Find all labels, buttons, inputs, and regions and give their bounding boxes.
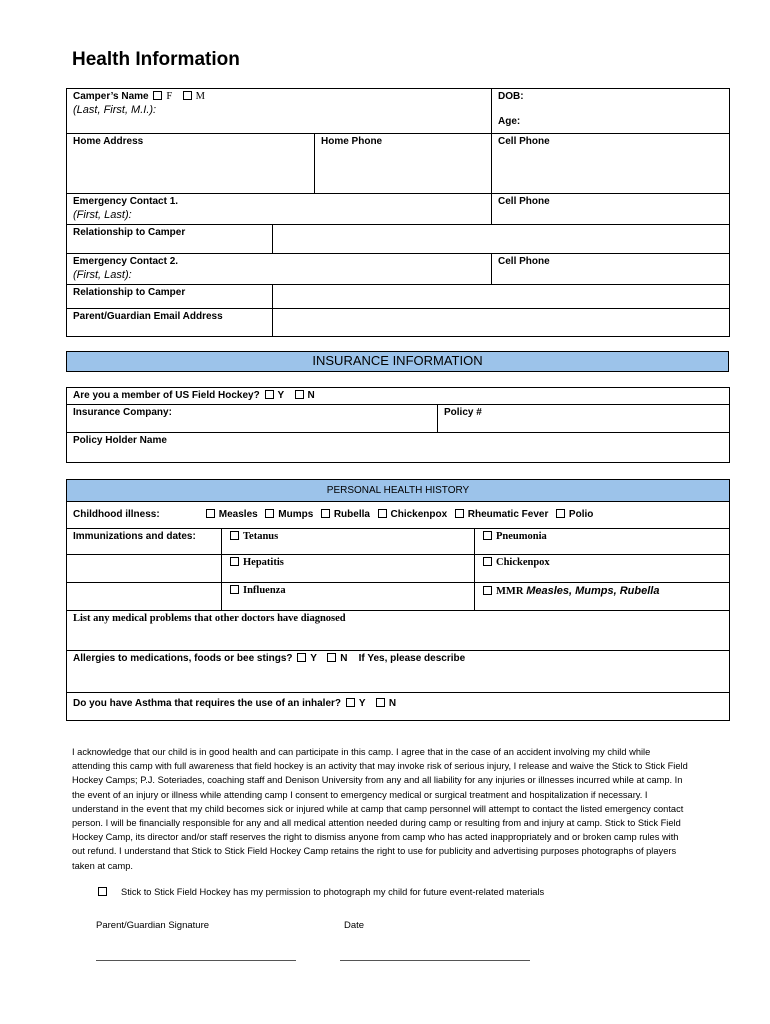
pneumonia-checkbox[interactable] <box>483 531 492 540</box>
cell-phone-label: Cell Phone <box>498 256 550 267</box>
influenza-label: Influenza <box>243 585 286 596</box>
mmr-note: Measles, Mumps, Rubella <box>526 585 660 597</box>
gender-m-label: M <box>195 91 205 102</box>
rubella-label: Rubella <box>333 509 370 520</box>
measles-label: Measles <box>218 509 258 520</box>
usfh-no-label: N <box>307 390 315 401</box>
pneumonia-label: Pneumonia <box>496 531 547 542</box>
allergies-field[interactable] <box>67 651 730 693</box>
polio-label: Polio <box>568 509 594 520</box>
policy-holder-field[interactable] <box>67 433 730 463</box>
insurance-banner: INSURANCE INFORMATION <box>66 351 729 372</box>
relationship-2-input[interactable] <box>273 285 730 309</box>
name-hint: (Last, First, M.I.): <box>73 103 157 116</box>
health-history-table <box>66 479 730 721</box>
asthma-field[interactable] <box>67 693 730 721</box>
first-last-hint: (First, Last): <box>73 208 132 221</box>
emergency-contact-1-field[interactable] <box>67 194 492 225</box>
immunizations-label: Immunizations and dates: <box>73 531 196 542</box>
relationship-1-input[interactable] <box>273 225 730 254</box>
immunizations-empty-cell <box>67 555 222 583</box>
home-address-label: Home Address <box>73 136 144 147</box>
usfh-membership-row <box>67 388 730 405</box>
tetanus-cell[interactable] <box>222 529 475 555</box>
allergies-no-checkbox[interactable] <box>327 653 336 662</box>
chickenpox-illness-checkbox[interactable] <box>378 509 387 518</box>
mmr-cell[interactable] <box>475 583 730 611</box>
relationship-2-label-cell <box>67 285 273 309</box>
rubella-checkbox[interactable] <box>321 509 330 518</box>
pneumonia-cell[interactable] <box>475 529 730 555</box>
email-label: Parent/Guardian Email Address <box>73 311 223 322</box>
cell-phone-field[interactable] <box>492 134 730 194</box>
usfh-no-checkbox[interactable] <box>295 390 304 399</box>
emergency-contact-2-field[interactable] <box>67 254 492 285</box>
chickenpox-illness-label: Chickenpox <box>390 509 448 520</box>
childhood-illness-label: Childhood illness: <box>73 509 160 520</box>
signature-line[interactable] <box>96 960 296 961</box>
hepatitis-checkbox[interactable] <box>230 557 239 566</box>
immunizations-label-cell <box>67 529 222 555</box>
gender-f-checkbox[interactable] <box>153 91 162 100</box>
relationship-label: Relationship to Camper <box>73 287 186 298</box>
policy-number-label: Policy # <box>444 407 482 418</box>
asthma-yes-label: Y <box>358 698 366 709</box>
mumps-checkbox[interactable] <box>265 509 274 518</box>
tetanus-label: Tetanus <box>243 531 279 542</box>
mmr-label: MMR <box>496 586 524 597</box>
insurance-company-label: Insurance Company: <box>73 407 172 418</box>
allergies-yes-label: Y <box>310 653 317 664</box>
medical-problems-field[interactable] <box>67 611 730 651</box>
emergency-contact-2-label: Emergency Contact 2. <box>73 256 179 267</box>
emergency-contact-1-label: Emergency Contact 1. <box>73 196 179 207</box>
relationship-1-label-cell <box>67 225 273 254</box>
insurance-table <box>66 387 730 463</box>
ec1-cell-phone-field[interactable] <box>492 194 730 225</box>
asthma-yes-checkbox[interactable] <box>346 698 355 707</box>
immunizations-empty-cell <box>67 583 222 611</box>
email-label-cell <box>67 309 273 337</box>
usfh-question: Are you a member of US Field Hockey? <box>73 390 260 401</box>
usfh-yes-label: Y <box>277 390 285 401</box>
hepatitis-cell[interactable] <box>222 555 475 583</box>
age-label: Age: <box>498 116 521 127</box>
allergies-if-yes: If Yes, please describe <box>358 653 466 664</box>
page-title: Health Information <box>72 49 240 70</box>
email-input[interactable] <box>273 309 730 337</box>
allergies-question: Allergies to medications, foods or bee stings? <box>73 653 293 664</box>
rheumatic-fever-checkbox[interactable] <box>455 509 464 518</box>
influenza-checkbox[interactable] <box>230 585 239 594</box>
tetanus-checkbox[interactable] <box>230 531 239 540</box>
policy-number-field[interactable] <box>438 405 730 433</box>
gender-f-label: F <box>166 91 173 102</box>
relationship-label: Relationship to Camper <box>73 227 186 238</box>
polio-checkbox[interactable] <box>556 509 565 518</box>
camper-info-table <box>66 88 730 337</box>
signature-label: Parent/Guardian Signature <box>96 920 210 931</box>
acknowledgement-text: I acknowledge that our child is in good health and can participate in this camp. I agree that in the case of an accident involving my child while attending this camp with full awareness that field hockey is an activity that may invoke risk of serious injury, I release and waive the Stick to Stick Field Hockey Camps; P.J. Soteriades, coaching staff and Denison University from any and all liability for any injuries or illnesses incurred while at camp. In the event of an injury or illness while attending camp I consent to emergency medical or surgical treatment and hospitalization if necessary. I understand in the event that my child becomes sick or injured while at camp that camp personnel will attempt to contact the listed emergency contact person. I will be financially responsible for any and all medical attention needed during camp or resulting from and injury at camp. Stick to Stick Field Hockey Camp, its director and/or staff reserves the right to dismiss anyone from camp who has acted inappropriately and or broken camp rules with out refund. I understand that Stick to Stick Field Hockey Camp retains the right to use for publicity and advertising purposes photographs of players taken at camp. <box>72 747 688 871</box>
hepatitis-label: Hepatitis <box>243 557 284 568</box>
health-history-banner: PERSONAL HEALTH HISTORY <box>67 480 730 502</box>
photo-permission-checkbox[interactable] <box>98 887 107 896</box>
date-line[interactable] <box>340 960 530 961</box>
gender-m-checkbox[interactable] <box>183 91 192 100</box>
influenza-cell[interactable] <box>222 583 475 611</box>
insurance-company-field[interactable] <box>67 405 438 433</box>
measles-checkbox[interactable] <box>206 509 215 518</box>
allergies-yes-checkbox[interactable] <box>297 653 306 662</box>
chickenpox-imm-label: Chickenpox <box>496 557 550 568</box>
chickenpox-imm-checkbox[interactable] <box>483 557 492 566</box>
first-last-hint: (First, Last): <box>73 268 132 281</box>
home-phone-label: Home Phone <box>321 136 383 147</box>
medical-problems-label: List any medical problems that other doctors have diagnosed <box>73 613 346 624</box>
dob-label: DOB: <box>498 91 524 102</box>
mmr-checkbox[interactable] <box>483 586 492 595</box>
photo-permission-row <box>96 887 544 897</box>
rheumatic-fever-label: Rheumatic Fever <box>467 509 549 520</box>
asthma-question: Do you have Asthma that requires the use of an inhaler? <box>73 698 342 709</box>
childhood-illness-row <box>67 502 730 529</box>
home-address-field[interactable] <box>67 134 315 194</box>
date-label: Date <box>344 920 365 931</box>
campers-name-field[interactable] <box>67 89 492 134</box>
campers-name-label: Camper’s Name <box>73 91 149 102</box>
photo-permission-label: Stick to Stick Field Hockey has my permission to photograph my child for future event-related materials <box>121 887 545 897</box>
mumps-label: Mumps <box>278 509 314 520</box>
chickenpox-imm-cell[interactable] <box>475 555 730 583</box>
cell-phone-label: Cell Phone <box>498 136 550 147</box>
policy-holder-label: Policy Holder Name <box>73 435 167 446</box>
cell-phone-label: Cell Phone <box>498 196 550 207</box>
usfh-yes-checkbox[interactable] <box>265 390 274 399</box>
allergies-no-label: N <box>340 653 348 664</box>
asthma-no-label: N <box>388 698 397 709</box>
home-phone-field[interactable] <box>315 134 492 194</box>
ec2-cell-phone-field[interactable] <box>492 254 730 285</box>
asthma-no-checkbox[interactable] <box>376 698 385 707</box>
dob-age-field[interactable] <box>492 89 730 134</box>
